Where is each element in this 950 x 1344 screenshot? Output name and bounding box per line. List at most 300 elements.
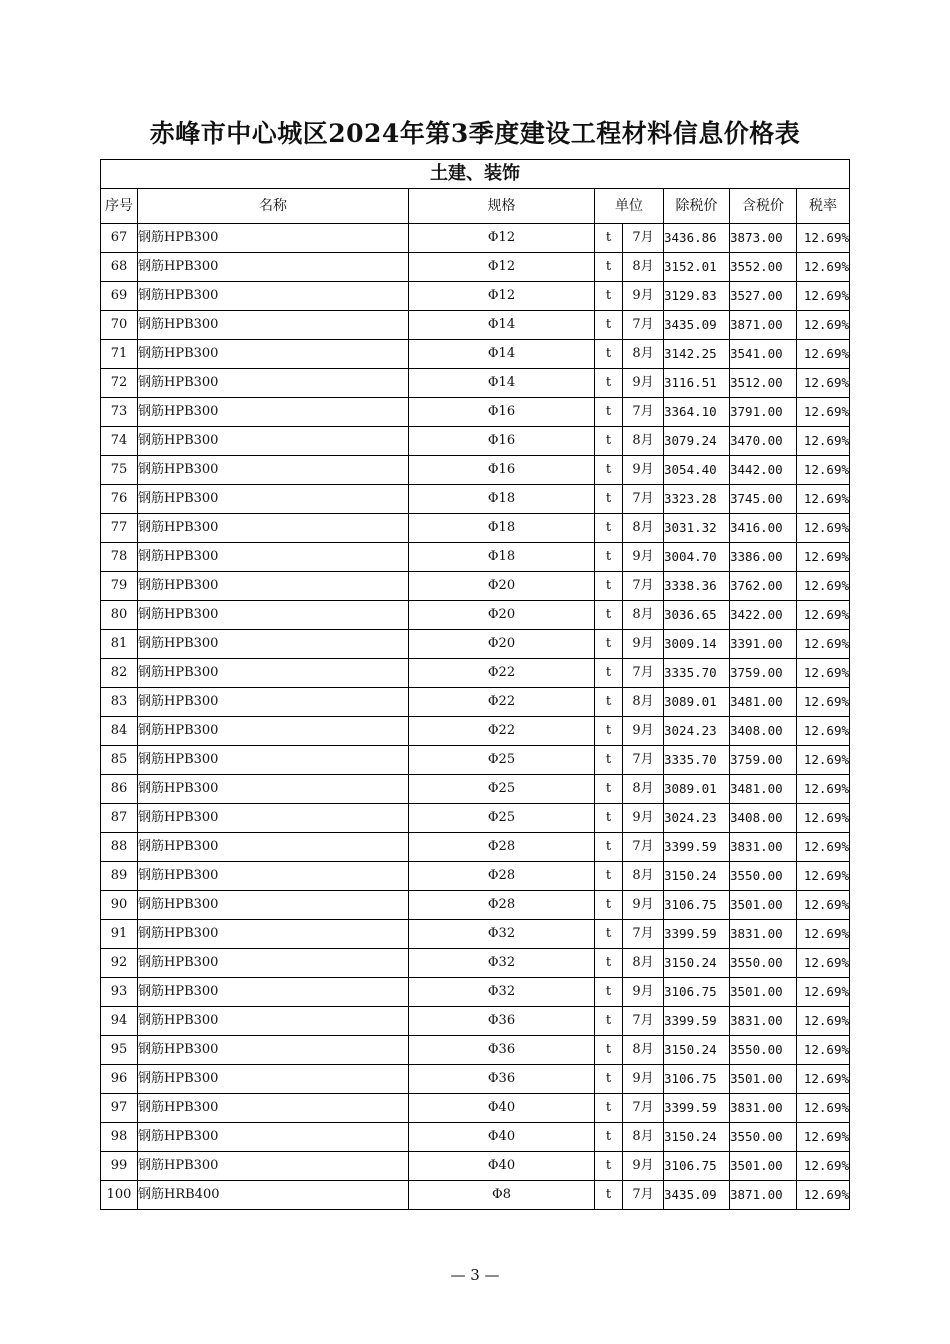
cell-seq: 90	[101, 891, 138, 920]
cell-spec: Φ32	[409, 920, 595, 949]
cell-seq: 86	[101, 775, 138, 804]
cell-month: 7月	[623, 1181, 664, 1210]
cell-spec: Φ18	[409, 543, 595, 572]
cell-unit: t	[595, 978, 623, 1007]
cell-seq: 97	[101, 1094, 138, 1123]
cell-tax-rate: 12.69%	[797, 398, 850, 427]
cell-spec: Φ18	[409, 485, 595, 514]
cell-price-incl-tax: 3408.00	[730, 717, 797, 746]
cell-month: 8月	[623, 688, 664, 717]
cell-price-excl-tax: 3106.75	[664, 1152, 730, 1181]
table-row	[101, 746, 850, 775]
cell-seq: 83	[101, 688, 138, 717]
table-row	[101, 717, 850, 746]
cell-month: 8月	[623, 340, 664, 369]
cell-price-excl-tax: 3116.51	[664, 369, 730, 398]
cell-month: 9月	[623, 891, 664, 920]
cell-spec: Φ8	[409, 1181, 595, 1210]
cell-spec: Φ20	[409, 630, 595, 659]
cell-month: 7月	[623, 659, 664, 688]
cell-seq: 88	[101, 833, 138, 862]
cell-tax-rate: 12.69%	[797, 1152, 850, 1181]
cell-month: 8月	[623, 427, 664, 456]
cell-month: 7月	[623, 920, 664, 949]
cell-spec: Φ18	[409, 514, 595, 543]
cell-tax-rate: 12.69%	[797, 1094, 850, 1123]
cell-unit: t	[595, 717, 623, 746]
cell-price-excl-tax: 3106.75	[664, 891, 730, 920]
table-row	[101, 1152, 850, 1181]
cell-month: 8月	[623, 775, 664, 804]
cell-unit: t	[595, 949, 623, 978]
cell-month: 8月	[623, 514, 664, 543]
cell-spec: Φ16	[409, 427, 595, 456]
table-row	[101, 572, 850, 601]
table-row	[101, 1007, 850, 1036]
cell-seq: 85	[101, 746, 138, 775]
cell-name: 钢筋HPB300	[138, 833, 409, 862]
table-row	[101, 659, 850, 688]
cell-tax-rate: 12.69%	[797, 1007, 850, 1036]
cell-tax-rate: 12.69%	[797, 978, 850, 1007]
section-title: 土建、装饰	[101, 160, 850, 189]
cell-price-incl-tax: 3501.00	[730, 891, 797, 920]
cell-tax-rate: 12.69%	[797, 601, 850, 630]
table-row	[101, 398, 850, 427]
cell-name: 钢筋HPB300	[138, 949, 409, 978]
cell-seq: 75	[101, 456, 138, 485]
table-row	[101, 1036, 850, 1065]
cell-month: 8月	[623, 601, 664, 630]
cell-price-excl-tax: 3150.24	[664, 1123, 730, 1152]
cell-price-excl-tax: 3009.14	[664, 630, 730, 659]
cell-price-incl-tax: 3501.00	[730, 1065, 797, 1094]
cell-seq: 77	[101, 514, 138, 543]
cell-unit: t	[595, 1152, 623, 1181]
cell-unit: t	[595, 369, 623, 398]
table-row	[101, 543, 850, 572]
cell-month: 9月	[623, 369, 664, 398]
cell-spec: Φ28	[409, 891, 595, 920]
cell-name: 钢筋HPB300	[138, 456, 409, 485]
cell-tax-rate: 12.69%	[797, 514, 850, 543]
cell-tax-rate: 12.69%	[797, 543, 850, 572]
cell-price-incl-tax: 3550.00	[730, 862, 797, 891]
cell-month: 7月	[623, 398, 664, 427]
cell-spec: Φ28	[409, 833, 595, 862]
cell-price-excl-tax: 3106.75	[664, 1065, 730, 1094]
table-row	[101, 1123, 850, 1152]
cell-price-incl-tax: 3527.00	[730, 282, 797, 311]
cell-tax-rate: 12.69%	[797, 224, 850, 253]
cell-tax-rate: 12.69%	[797, 253, 850, 282]
table-row	[101, 456, 850, 485]
table-row	[101, 427, 850, 456]
cell-seq: 74	[101, 427, 138, 456]
cell-seq: 80	[101, 601, 138, 630]
table-row	[101, 688, 850, 717]
cell-seq: 73	[101, 398, 138, 427]
cell-name: 钢筋HPB300	[138, 398, 409, 427]
header-spec: 规格	[409, 189, 595, 224]
cell-seq: 95	[101, 1036, 138, 1065]
cell-spec: Φ28	[409, 862, 595, 891]
header-tax-rate: 税率	[797, 189, 850, 224]
cell-tax-rate: 12.69%	[797, 282, 850, 311]
cell-spec: Φ36	[409, 1065, 595, 1094]
cell-price-excl-tax: 3436.86	[664, 224, 730, 253]
cell-month: 9月	[623, 1065, 664, 1094]
cell-month: 7月	[623, 1094, 664, 1123]
cell-name: 钢筋HPB300	[138, 1123, 409, 1152]
cell-seq: 96	[101, 1065, 138, 1094]
cell-unit: t	[595, 282, 623, 311]
cell-tax-rate: 12.69%	[797, 833, 850, 862]
cell-name: 钢筋HPB300	[138, 311, 409, 340]
cell-name: 钢筋HPB300	[138, 775, 409, 804]
cell-tax-rate: 12.69%	[797, 891, 850, 920]
cell-price-excl-tax: 3335.70	[664, 659, 730, 688]
cell-spec: Φ25	[409, 746, 595, 775]
cell-price-excl-tax: 3364.10	[664, 398, 730, 427]
cell-price-incl-tax: 3512.00	[730, 369, 797, 398]
cell-unit: t	[595, 456, 623, 485]
cell-price-incl-tax: 3871.00	[730, 311, 797, 340]
cell-spec: Φ25	[409, 775, 595, 804]
cell-month: 8月	[623, 1036, 664, 1065]
cell-price-incl-tax: 3831.00	[730, 1094, 797, 1123]
cell-name: 钢筋HPB300	[138, 891, 409, 920]
cell-price-incl-tax: 3831.00	[730, 920, 797, 949]
cell-unit: t	[595, 804, 623, 833]
cell-price-excl-tax: 3338.36	[664, 572, 730, 601]
cell-unit: t	[595, 311, 623, 340]
cell-tax-rate: 12.69%	[797, 862, 850, 891]
cell-unit: t	[595, 891, 623, 920]
cell-price-incl-tax: 3831.00	[730, 1007, 797, 1036]
cell-seq: 79	[101, 572, 138, 601]
cell-seq: 84	[101, 717, 138, 746]
document-title: 赤峰市中心城区2024年第3季度建设工程材料信息价格表	[149, 119, 801, 148]
table-row	[101, 224, 850, 253]
cell-price-incl-tax: 3550.00	[730, 1123, 797, 1152]
table-row	[101, 862, 850, 891]
cell-tax-rate: 12.69%	[797, 1123, 850, 1152]
cell-spec: Φ22	[409, 688, 595, 717]
cell-seq: 67	[101, 224, 138, 253]
cell-seq: 70	[101, 311, 138, 340]
cell-price-excl-tax: 3435.09	[664, 311, 730, 340]
cell-seq: 98	[101, 1123, 138, 1152]
cell-price-excl-tax: 3335.70	[664, 746, 730, 775]
cell-price-incl-tax: 3550.00	[730, 949, 797, 978]
cell-price-incl-tax: 3541.00	[730, 340, 797, 369]
cell-name: 钢筋HPB300	[138, 1094, 409, 1123]
cell-price-incl-tax: 3481.00	[730, 688, 797, 717]
table-row	[101, 1065, 850, 1094]
cell-tax-rate: 12.69%	[797, 311, 850, 340]
cell-month: 8月	[623, 862, 664, 891]
cell-price-excl-tax: 3150.24	[664, 1036, 730, 1065]
header-seq: 序号	[101, 189, 138, 224]
cell-price-incl-tax: 3552.00	[730, 253, 797, 282]
cell-name: 钢筋HPB300	[138, 1152, 409, 1181]
cell-name: 钢筋HPB300	[138, 804, 409, 833]
cell-unit: t	[595, 398, 623, 427]
cell-price-excl-tax: 3036.65	[664, 601, 730, 630]
cell-unit: t	[595, 775, 623, 804]
cell-unit: t	[595, 659, 623, 688]
cell-unit: t	[595, 1181, 623, 1210]
cell-seq: 72	[101, 369, 138, 398]
price-table	[100, 159, 850, 1210]
cell-spec: Φ16	[409, 398, 595, 427]
cell-spec: Φ20	[409, 601, 595, 630]
cell-tax-rate: 12.69%	[797, 456, 850, 485]
cell-month: 9月	[623, 804, 664, 833]
table-row	[101, 833, 850, 862]
header-row	[101, 189, 850, 224]
cell-seq: 76	[101, 485, 138, 514]
cell-seq: 99	[101, 1152, 138, 1181]
cell-name: 钢筋HPB300	[138, 543, 409, 572]
cell-price-excl-tax: 3142.25	[664, 340, 730, 369]
cell-unit: t	[595, 253, 623, 282]
cell-name: 钢筋HPB300	[138, 659, 409, 688]
cell-month: 7月	[623, 746, 664, 775]
cell-seq: 93	[101, 978, 138, 1007]
cell-spec: Φ40	[409, 1094, 595, 1123]
cell-unit: t	[595, 572, 623, 601]
table-row	[101, 775, 850, 804]
cell-name: 钢筋HPB300	[138, 340, 409, 369]
cell-price-incl-tax: 3550.00	[730, 1036, 797, 1065]
cell-price-incl-tax: 3442.00	[730, 456, 797, 485]
table-row	[101, 1181, 850, 1210]
cell-unit: t	[595, 1007, 623, 1036]
cell-month: 7月	[623, 833, 664, 862]
cell-unit: t	[595, 862, 623, 891]
table-row	[101, 311, 850, 340]
cell-seq: 71	[101, 340, 138, 369]
cell-unit: t	[595, 543, 623, 572]
cell-price-incl-tax: 3745.00	[730, 485, 797, 514]
cell-month: 7月	[623, 224, 664, 253]
cell-spec: Φ25	[409, 804, 595, 833]
cell-month: 9月	[623, 456, 664, 485]
table-row	[101, 282, 850, 311]
cell-name: 钢筋HPB300	[138, 601, 409, 630]
table-row	[101, 891, 850, 920]
cell-price-incl-tax: 3501.00	[730, 1152, 797, 1181]
cell-name: 钢筋HPB300	[138, 1065, 409, 1094]
cell-name: 钢筋HPB300	[138, 746, 409, 775]
table-row	[101, 920, 850, 949]
table-row	[101, 1094, 850, 1123]
cell-month: 9月	[623, 978, 664, 1007]
cell-tax-rate: 12.69%	[797, 949, 850, 978]
cell-price-excl-tax: 3399.59	[664, 1094, 730, 1123]
cell-price-incl-tax: 3871.00	[730, 1181, 797, 1210]
cell-seq: 78	[101, 543, 138, 572]
cell-month: 7月	[623, 485, 664, 514]
cell-month: 8月	[623, 1123, 664, 1152]
cell-price-incl-tax: 3831.00	[730, 833, 797, 862]
cell-price-excl-tax: 3031.32	[664, 514, 730, 543]
cell-price-excl-tax: 3004.70	[664, 543, 730, 572]
cell-name: 钢筋HRB400	[138, 1181, 409, 1210]
cell-seq: 81	[101, 630, 138, 659]
table-row	[101, 340, 850, 369]
cell-name: 钢筋HPB300	[138, 688, 409, 717]
cell-name: 钢筋HPB300	[138, 717, 409, 746]
cell-unit: t	[595, 601, 623, 630]
cell-month: 9月	[623, 630, 664, 659]
cell-tax-rate: 12.69%	[797, 572, 850, 601]
cell-spec: Φ32	[409, 978, 595, 1007]
cell-unit: t	[595, 1094, 623, 1123]
cell-name: 钢筋HPB300	[138, 572, 409, 601]
cell-name: 钢筋HPB300	[138, 862, 409, 891]
cell-spec: Φ32	[409, 949, 595, 978]
cell-month: 7月	[623, 311, 664, 340]
cell-spec: Φ16	[409, 456, 595, 485]
cell-name: 钢筋HPB300	[138, 427, 409, 456]
cell-tax-rate: 12.69%	[797, 920, 850, 949]
cell-price-incl-tax: 3481.00	[730, 775, 797, 804]
header-unit: 单位	[595, 189, 664, 224]
table-row	[101, 253, 850, 282]
cell-name: 钢筋HPB300	[138, 253, 409, 282]
cell-tax-rate: 12.69%	[797, 659, 850, 688]
cell-name: 钢筋HPB300	[138, 224, 409, 253]
cell-price-incl-tax: 3501.00	[730, 978, 797, 1007]
cell-month: 7月	[623, 1007, 664, 1036]
cell-seq: 100	[101, 1181, 138, 1210]
cell-seq: 91	[101, 920, 138, 949]
cell-tax-rate: 12.69%	[797, 340, 850, 369]
cell-seq: 87	[101, 804, 138, 833]
table-row	[101, 949, 850, 978]
cell-tax-rate: 12.69%	[797, 804, 850, 833]
cell-price-excl-tax: 3435.09	[664, 1181, 730, 1210]
cell-price-incl-tax: 3416.00	[730, 514, 797, 543]
cell-tax-rate: 12.69%	[797, 1181, 850, 1210]
cell-price-incl-tax: 3791.00	[730, 398, 797, 427]
cell-spec: Φ12	[409, 224, 595, 253]
cell-unit: t	[595, 224, 623, 253]
cell-price-excl-tax: 3399.59	[664, 833, 730, 862]
cell-unit: t	[595, 514, 623, 543]
cell-spec: Φ40	[409, 1152, 595, 1181]
cell-unit: t	[595, 920, 623, 949]
table-row	[101, 601, 850, 630]
cell-price-excl-tax: 3129.83	[664, 282, 730, 311]
cell-unit: t	[595, 688, 623, 717]
cell-tax-rate: 12.69%	[797, 630, 850, 659]
cell-price-excl-tax: 3150.24	[664, 862, 730, 891]
table-row	[101, 630, 850, 659]
cell-tax-rate: 12.69%	[797, 485, 850, 514]
cell-seq: 68	[101, 253, 138, 282]
cell-seq: 92	[101, 949, 138, 978]
table-row	[101, 514, 850, 543]
cell-name: 钢筋HPB300	[138, 978, 409, 1007]
header-price-excl-tax: 除税价	[664, 189, 730, 224]
cell-unit: t	[595, 833, 623, 862]
cell-price-excl-tax: 3024.23	[664, 717, 730, 746]
cell-unit: t	[595, 1036, 623, 1065]
cell-price-incl-tax: 3759.00	[730, 659, 797, 688]
cell-month: 8月	[623, 949, 664, 978]
cell-month: 8月	[623, 253, 664, 282]
cell-price-excl-tax: 3399.59	[664, 920, 730, 949]
header-price-incl-tax: 含税价	[730, 189, 797, 224]
cell-price-incl-tax: 3470.00	[730, 427, 797, 456]
cell-name: 钢筋HPB300	[138, 369, 409, 398]
cell-price-excl-tax: 3323.28	[664, 485, 730, 514]
cell-tax-rate: 12.69%	[797, 775, 850, 804]
cell-price-excl-tax: 3152.01	[664, 253, 730, 282]
section-row	[101, 160, 850, 189]
cell-unit: t	[595, 427, 623, 456]
cell-spec: Φ14	[409, 311, 595, 340]
cell-name: 钢筋HPB300	[138, 1007, 409, 1036]
cell-name: 钢筋HPB300	[138, 630, 409, 659]
cell-unit: t	[595, 630, 623, 659]
cell-price-incl-tax: 3762.00	[730, 572, 797, 601]
cell-tax-rate: 12.69%	[797, 746, 850, 775]
cell-price-incl-tax: 3422.00	[730, 601, 797, 630]
table-row	[101, 804, 850, 833]
cell-month: 9月	[623, 282, 664, 311]
cell-price-excl-tax: 3399.59	[664, 1007, 730, 1036]
cell-price-excl-tax: 3079.24	[664, 427, 730, 456]
table-row	[101, 978, 850, 1007]
cell-seq: 94	[101, 1007, 138, 1036]
cell-price-excl-tax: 3024.23	[664, 804, 730, 833]
cell-unit: t	[595, 340, 623, 369]
cell-price-incl-tax: 3873.00	[730, 224, 797, 253]
cell-month: 9月	[623, 717, 664, 746]
cell-spec: Φ14	[409, 340, 595, 369]
cell-tax-rate: 12.69%	[797, 427, 850, 456]
cell-spec: Φ22	[409, 659, 595, 688]
cell-spec: Φ20	[409, 572, 595, 601]
cell-name: 钢筋HPB300	[138, 514, 409, 543]
page-number: — 3 —	[450, 1266, 500, 1284]
cell-price-incl-tax: 3386.00	[730, 543, 797, 572]
cell-name: 钢筋HPB300	[138, 1036, 409, 1065]
cell-month: 7月	[623, 572, 664, 601]
cell-price-excl-tax: 3150.24	[664, 949, 730, 978]
cell-name: 钢筋HPB300	[138, 920, 409, 949]
cell-spec: Φ40	[409, 1123, 595, 1152]
cell-unit: t	[595, 1123, 623, 1152]
header-name: 名称	[138, 189, 409, 224]
cell-unit: t	[595, 746, 623, 775]
cell-spec: Φ36	[409, 1036, 595, 1065]
cell-month: 9月	[623, 543, 664, 572]
cell-price-incl-tax: 3408.00	[730, 804, 797, 833]
cell-seq: 82	[101, 659, 138, 688]
cell-spec: Φ12	[409, 282, 595, 311]
cell-unit: t	[595, 485, 623, 514]
table-row	[101, 485, 850, 514]
cell-price-excl-tax: 3054.40	[664, 456, 730, 485]
cell-tax-rate: 12.69%	[797, 1036, 850, 1065]
table-row	[101, 369, 850, 398]
